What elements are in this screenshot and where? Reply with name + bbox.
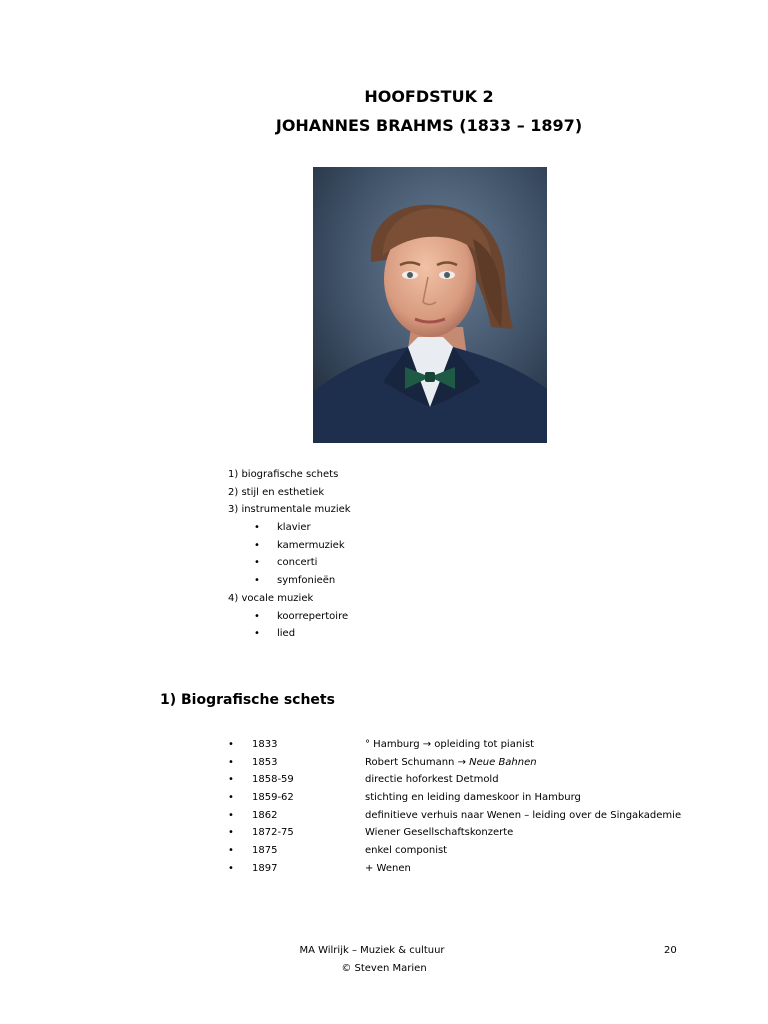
toc-subitem-label: symfonieën: [277, 575, 336, 587]
timeline-row: [228, 757, 668, 775]
timeline-event-text: definitieve verhuis naar Wenen – leiding over de Singakademie: [365, 809, 682, 821]
timeline-event-text: directie hoforkest Detmold: [365, 774, 499, 786]
timeline-year: 1872-75: [252, 827, 294, 839]
toc-item: 1) biografische schets: [228, 469, 339, 480]
timeline-row: [228, 845, 668, 863]
toc-subitem-label: kamermuziek: [277, 539, 345, 551]
bullet-icon: •: [254, 557, 260, 569]
timeline-event: [365, 827, 513, 838]
timeline-event: [365, 792, 581, 803]
toc-subitem: [228, 625, 351, 643]
toc-subitem-label: koorrepertoire: [277, 610, 349, 622]
chapter-title: JOHANNES BRAHMS (1833 – 1897): [275, 116, 583, 135]
timeline-year: 1897: [252, 862, 278, 874]
toc-subitem: [228, 572, 351, 590]
portrait-image: [313, 167, 547, 443]
timeline-event-text: Robert Schumann →: [365, 756, 470, 768]
timeline-row: [228, 863, 668, 881]
section-title: 1) Biografische schets: [160, 692, 335, 708]
timeline-event-title: Neue Bahnen: [469, 756, 537, 768]
toc-subitem: [228, 554, 351, 572]
timeline-event-text: stichting en leiding dameskoor in Hamburg: [365, 792, 581, 804]
bullet-icon: •: [228, 739, 234, 750]
bullet-icon: •: [254, 522, 260, 534]
toc-subitem: [228, 519, 351, 537]
timeline-event-text: ° Hamburg → opleiding tot pianist: [365, 739, 535, 750]
timeline-event-text: enkel componist: [365, 845, 448, 857]
timeline-row: [228, 809, 682, 828]
timeline-year: 1859-62: [252, 792, 294, 804]
toc-subitem-label: lied: [277, 628, 296, 640]
page-number: 20: [664, 945, 677, 956]
timeline-event: [365, 810, 681, 821]
timeline-year: 1858-59: [252, 774, 294, 786]
timeline-year: 1862: [252, 809, 278, 821]
timeline-event: [365, 739, 534, 750]
timeline-event: [365, 863, 411, 874]
timeline-event: [365, 845, 447, 856]
timeline-year: 1853: [252, 756, 278, 768]
toc-subitem: [228, 608, 351, 626]
toc-item: 2) stijl en esthetiek: [228, 486, 325, 498]
timeline-event: [365, 774, 499, 785]
bullet-icon: •: [228, 862, 234, 874]
toc-subitem: [228, 537, 351, 555]
timeline-row: [228, 792, 668, 810]
contents-list: [228, 466, 351, 643]
timeline-year: 1875: [252, 845, 278, 857]
bullet-icon: •: [228, 756, 234, 768]
bullet-icon: •: [228, 792, 234, 804]
bullet-icon: •: [254, 628, 260, 640]
timeline-row: [228, 739, 668, 757]
timeline-row: [228, 827, 668, 845]
toc-item: 3) instrumentale muziek: [228, 504, 351, 516]
bullet-icon: •: [254, 575, 260, 587]
toc-subitem-label: concerti: [277, 557, 318, 569]
bullet-icon: •: [228, 809, 234, 821]
bullet-icon: •: [228, 845, 234, 857]
timeline-event: [365, 757, 537, 768]
bullet-icon: •: [254, 610, 260, 622]
toc-subitem-label: klavier: [277, 522, 311, 534]
timeline-row: [228, 774, 668, 792]
bullet-icon: •: [228, 774, 234, 786]
toc-item: 4) vocale muziek: [228, 592, 314, 604]
timeline-list: [228, 739, 682, 881]
bullet-icon: •: [228, 827, 234, 839]
bullet-icon: •: [254, 539, 260, 551]
timeline-event-text: Wiener Gesellschaftskonzerte: [365, 827, 514, 839]
chapter-number: HOOFDSTUK 2: [364, 87, 494, 106]
footer-course: MA Wilrijk – Muziek & cultuur: [299, 945, 445, 956]
footer-copyright: © Steven Marien: [341, 963, 427, 974]
timeline-year: 1833: [252, 739, 278, 750]
timeline-event-text: + Wenen: [365, 862, 411, 874]
